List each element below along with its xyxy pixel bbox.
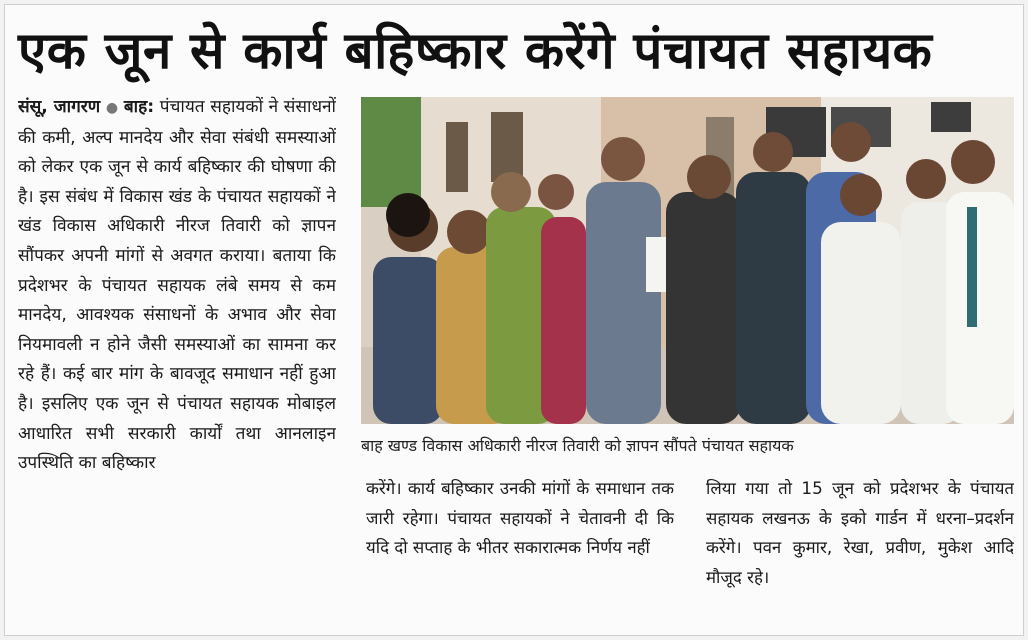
article-column-1 [18, 93, 336, 628]
article-column-2: करेंगे। कार्य बहिष्कार उनकी मांगों के समाधान तक जारी रहेगा। पंचायत सहायकों ने चेतावनी दी कि यदि दो सप्ताह के भीतर सकारात्मक निर्णय नहीं [366, 478, 674, 558]
dateline-dot: ● [105, 100, 119, 116]
dateline-place: बाह: [123, 97, 155, 117]
headline: एक जून से कार्य बहिष्कार करेंगे पंचायत सहायक [18, 22, 933, 81]
column-1-text: पंचायत सहायकों ने संसाधनों की कमी, अल्प मानदेय और सेवा संबंधी समस्याओं को लेकर एक जून से कार्य बहिष्कार की घोषणा की है। इस संबंध में विकास खंड के पंचायत सहायकों ने खंड विकास अधिकारी नीरज तिवारी को ज्ञापन सौंपकर अपनी मांगों से अवगत कराया। बताया कि प्रदेशभर के पंचायत सहायक लंबे समय से कम मानदेय, आवश्यक संसाधनों के अभाव और सेवा नियमावली न होने जैसी समस्याओं का सामना कर रहे हैं। कई बार मांग के बावजूद समाधान नहीं हुआ है। इसलिए एक जून से पंचायत सहायक मोबाइल आधारित सभी सरकारी कार्यों तथा आनलाइन उपस्थिति का बहिष्कार [18, 97, 336, 474]
dateline: संसू, जागरण [18, 97, 101, 117]
news-photo [361, 97, 1014, 424]
photo-illustration [361, 97, 1014, 424]
photo-caption: बाह खण्ड विकास अधिकारी नीरज तिवारी को ज्ञापन सौंपते पंचायत सहायक [361, 436, 794, 455]
article-column-3: लिया गया तो 15 जून को प्रदेशभर के पंचायत सहायक लखनऊ के इको गार्डन में धरना–प्रदर्शन करेंगे। पवन कुमार, रेखा, प्रवीण, मुकेश आदि मौजूद रहे। [706, 478, 1014, 587]
